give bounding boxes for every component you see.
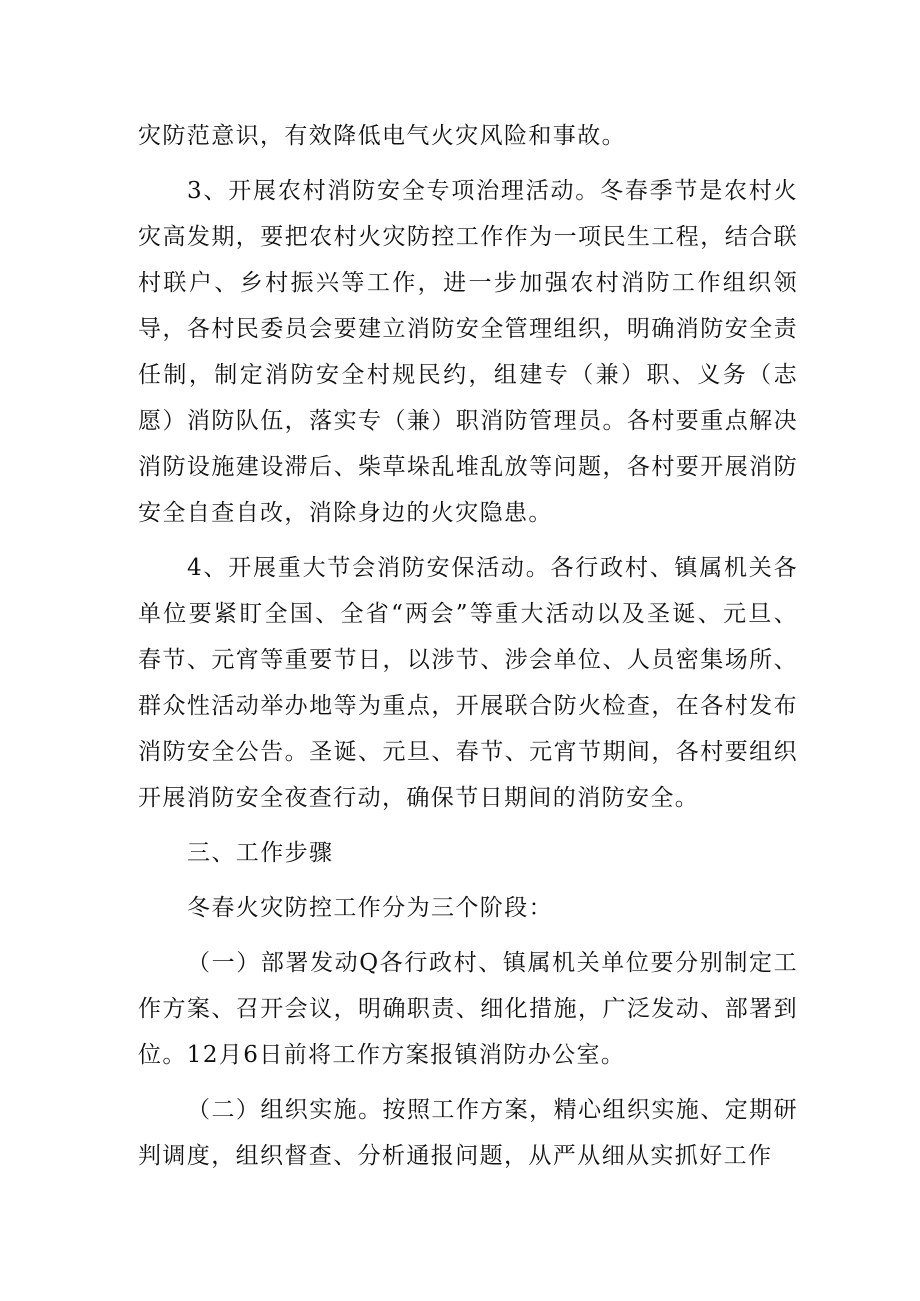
paragraph-6: （二）组织实施。按照工作方案，精心组织实施、定期研判调度，组织督查、分析通报问题，从严从细从实抓好工作 [138, 1097, 798, 1169]
paragraph-5: （一）部署发动Q各行政村、镇属机关单位要分别制定工作方案、召开会议，明确职责、细化措施，广泛发动、部署到位。12月6日前将工作方案报镇消防办公室。 [138, 950, 798, 1068]
section-heading: 三、工作步骤 [187, 840, 334, 866]
paragraph-1: 灾防范意识，有效降低电气火灾风险和事故。 [138, 123, 626, 149]
paragraph-4: 冬春火灾防控工作分为三个阶段： [187, 895, 553, 921]
document-body [138, 113, 798, 1179]
paragraph-2: 3、开展农村消防安全专项治理活动。冬春季节是农村火灾高发期，要把农村火灾防控工作作为一项民生工程，结合联村联户、乡村振兴等工作，进一步加强农村消防工作组织领导，各村民委员会要建立消防安全管理组织，明确消防安全责任制，制定消防安全村规民约，组建专（兼）职、义务（志愿）消防队伍，落实专（兼）职消防管理员。各村要重点解决消防设施建设滞后、柴草垛乱堆乱放等问题，各村要开展消防安全自查自改，消除身边的火灾隐患。 [138, 178, 798, 526]
paragraph-3: 4、开展重大节会消防安保活动。各行政村、镇属机关各单位要紧盯全国、全省“两会”等重大活动以及圣诞、元旦、春节、元宵等重要节日，以涉节、涉会单位、人员密集场所、群众性活动举办地等为重点，开展联合防火检查，在各村发布消防安全公告。圣诞、元旦、春节、元宵节期间，各村要组织开展消防安全夜查行动，确保节日期间的消防安全。 [138, 555, 798, 811]
